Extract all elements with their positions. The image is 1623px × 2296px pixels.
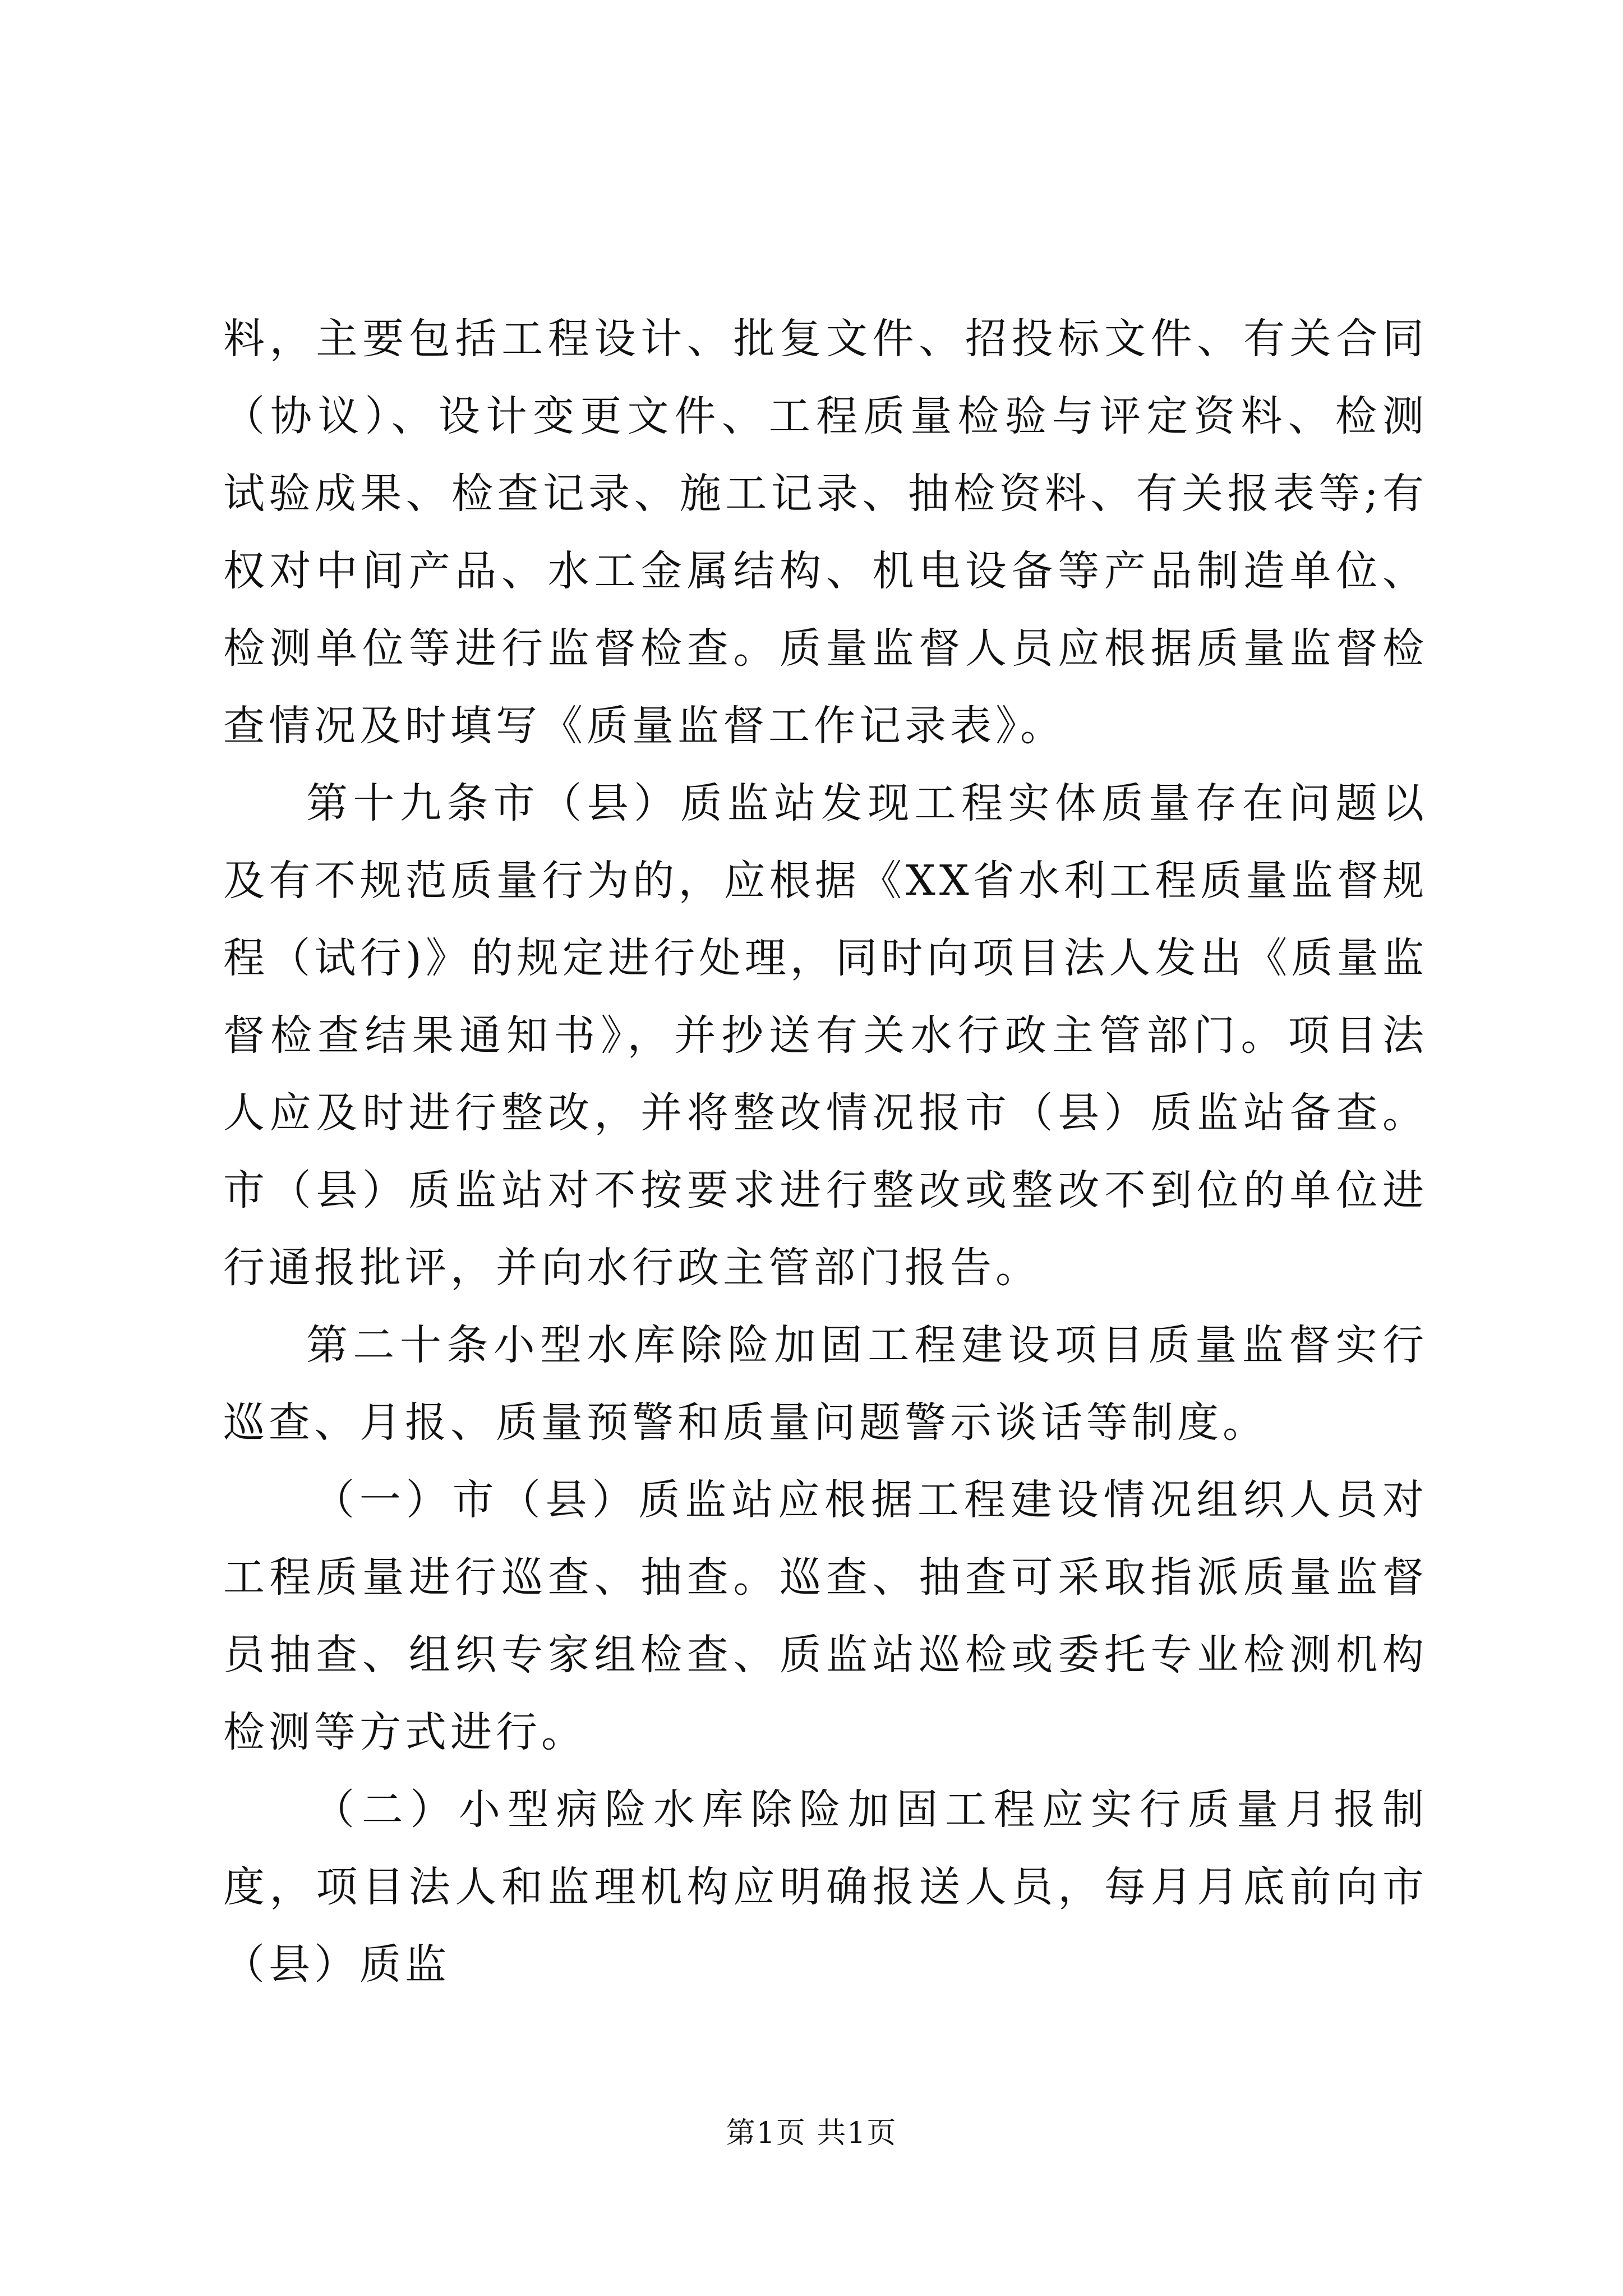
paragraph-5: （二）小型病险水库除险加固工程应实行质量月报制度，项目法人和监理机构应明确报送人员，每月月底前向市（县）质监 [223, 1786, 1428, 1989]
document-body [223, 300, 1428, 2003]
paragraph-2: 第十九条市（县）质监站发现工程实体质量存在问题以及有不规范质量行为的，应根据《XX省水利工程质量监督规程（试行)》的规定进行处理，同时向项目法人发出《质量监督检查结果通知书》，并抄送有关水行政主管部门。项目法人应及时进行整改，并将整改情况报市（县）质监站备查。市（县）质监站对不按要求进行整改或整改不到位的单位进行通报批评，并向水行政主管部门报告。 [223, 779, 1428, 1292]
paragraph-1: 料，主要包括工程设计、批复文件、招投标文件、有关合同（协议）、设计变更文件、工程质量检验与评定资料、检测试验成果、检查记录、施工记录、抽检资料、有关报表等;有权对中间产品、水工金属结构、机电设备等产品制造单位、检测单位等进行监督检查。质量监督人员应根据质量监督检查情况及时填写《质量监督工作记录表》。 [223, 315, 1428, 750]
page-number-label: 第1页 共1页 [726, 2116, 897, 2150]
page-footer [0, 2109, 1623, 2151]
paragraph-3: 第二十条小型水库除险加固工程建设项目质量监督实行巡查、月报、质量预警和质量问题警示谈话等制度。 [223, 1321, 1428, 1447]
paragraph-4: （一）市（县）质监站应根据工程建设情况组织人员对工程质量进行巡查、抽查。巡查、抽查可采取指派质量监督员抽查、组织专家组检查、质监站巡检或委托专业检测机构检测等方式进行。 [223, 1476, 1428, 1756]
